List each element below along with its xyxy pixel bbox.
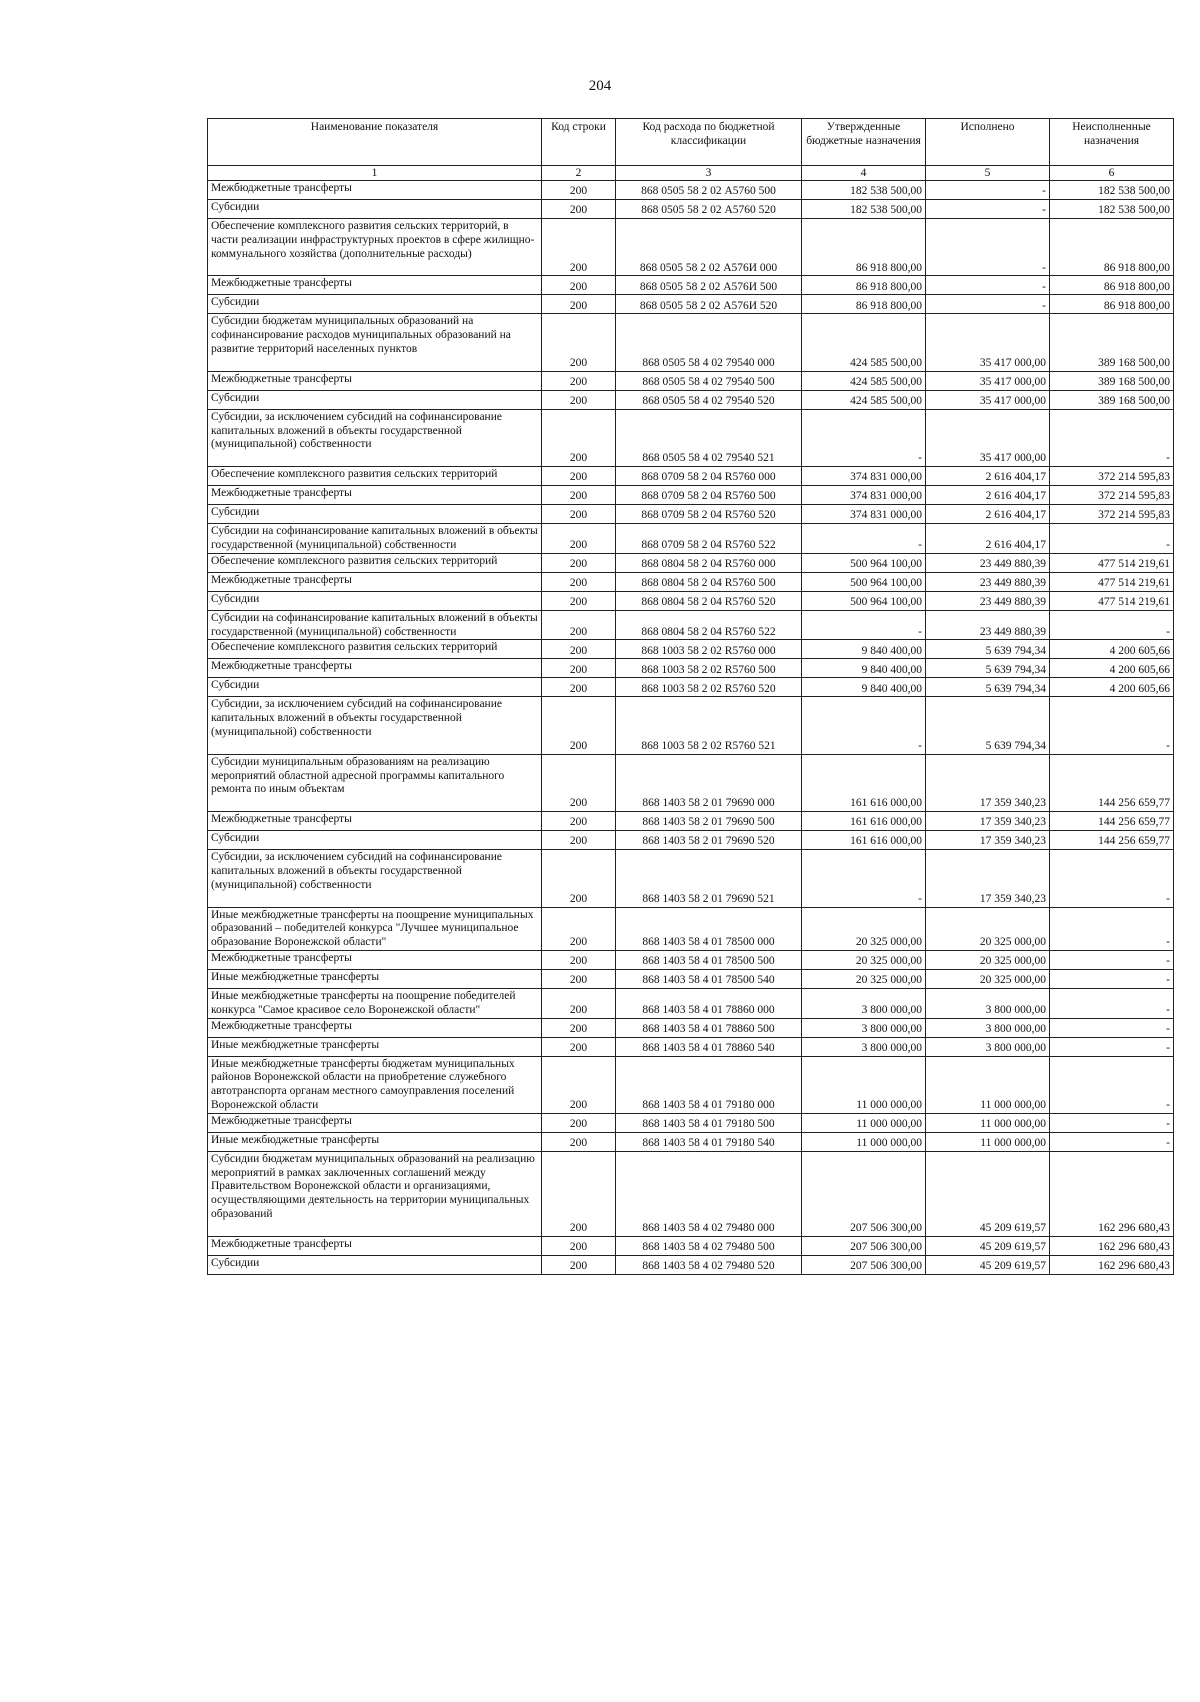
row-line-code: 200 [542,572,616,591]
row-classification-code: 868 0804 58 2 04 R5760 000 [616,553,802,572]
table-row [208,754,1174,811]
row-approved-amount: - [802,409,926,466]
row-approved-amount: 182 538 500,00 [802,181,926,200]
row-name: Субсидии на софинансирование капитальных вложений в объекты государственной (муниципальной) собственности [208,610,542,640]
row-name: Межбюджетные трансферты [208,371,542,390]
row-approved-amount: 86 918 800,00 [802,276,926,295]
row-classification-code: 868 1403 58 4 01 78500 500 [616,950,802,969]
column-number: 1 [208,166,542,181]
table-row [208,467,1174,486]
row-executed-amount: - [926,181,1050,200]
row-line-code: 200 [542,219,616,276]
row-approved-amount: 20 325 000,00 [802,950,926,969]
row-unexecuted-amount: - [1050,1132,1174,1151]
row-line-code: 200 [542,831,616,850]
row-name: Межбюджетные трансферты [208,659,542,678]
row-executed-amount: 3 800 000,00 [926,988,1050,1018]
table-row [208,610,1174,640]
row-classification-code: 868 1403 58 4 01 79180 500 [616,1113,802,1132]
row-unexecuted-amount: 4 200 605,66 [1050,640,1174,659]
row-executed-amount: 45 209 619,57 [926,1255,1050,1274]
row-line-code: 200 [542,950,616,969]
row-unexecuted-amount: - [1050,610,1174,640]
row-executed-amount: - [926,295,1050,314]
row-classification-code: 868 1403 58 4 02 79480 000 [616,1151,802,1236]
row-name: Обеспечение комплексного развития сельских территорий [208,640,542,659]
row-unexecuted-amount: - [1050,950,1174,969]
row-unexecuted-amount: - [1050,1018,1174,1037]
row-line-code: 200 [542,969,616,988]
row-unexecuted-amount: - [1050,907,1174,950]
row-unexecuted-amount: - [1050,409,1174,466]
table-row [208,390,1174,409]
row-approved-amount: 207 506 300,00 [802,1236,926,1255]
row-line-code: 200 [542,1151,616,1236]
header-line-code: Код строки [542,119,616,166]
row-classification-code: 868 0505 58 2 02 А576И 500 [616,276,802,295]
row-executed-amount: 45 209 619,57 [926,1151,1050,1236]
row-name: Субсидии, за исключением субсидий на софинансирование капитальных вложений в объекты государственной (муниципальной) собственности [208,697,542,754]
column-number: 2 [542,166,616,181]
row-classification-code: 868 1403 58 2 01 79690 521 [616,850,802,907]
row-approved-amount: - [802,850,926,907]
table-row [208,697,1174,754]
row-executed-amount: 35 417 000,00 [926,314,1050,371]
row-line-code: 200 [542,1113,616,1132]
row-executed-amount: 35 417 000,00 [926,409,1050,466]
row-classification-code: 868 0505 58 2 02 А5760 500 [616,181,802,200]
row-classification-code: 868 0709 58 2 04 R5760 520 [616,505,802,524]
row-unexecuted-amount: 477 514 219,61 [1050,572,1174,591]
row-name: Межбюджетные трансферты [208,1018,542,1037]
row-unexecuted-amount: - [1050,1056,1174,1113]
row-unexecuted-amount: 182 538 500,00 [1050,200,1174,219]
row-unexecuted-amount: - [1050,1113,1174,1132]
row-classification-code: 868 0505 58 2 02 А576И 000 [616,219,802,276]
table-row [208,1236,1174,1255]
column-number: 5 [926,166,1050,181]
row-approved-amount: 500 964 100,00 [802,553,926,572]
row-approved-amount: 374 831 000,00 [802,467,926,486]
table-row [208,659,1174,678]
row-name: Субсидии [208,831,542,850]
row-line-code: 200 [542,1018,616,1037]
row-approved-amount: 11 000 000,00 [802,1132,926,1151]
table-row [208,295,1174,314]
row-name: Иные межбюджетные трансферты [208,1132,542,1151]
row-executed-amount: 11 000 000,00 [926,1113,1050,1132]
row-approved-amount: - [802,524,926,554]
table-row [208,1113,1174,1132]
row-approved-amount: - [802,610,926,640]
row-line-code: 200 [542,591,616,610]
column-numbers-row [208,166,1174,181]
row-name: Субсидии [208,200,542,219]
row-approved-amount: 424 585 500,00 [802,390,926,409]
row-line-code: 200 [542,1132,616,1151]
table-row [208,409,1174,466]
row-line-code: 200 [542,907,616,950]
row-classification-code: 868 1403 58 4 02 79480 500 [616,1236,802,1255]
row-name: Иные межбюджетные трансферты на поощрение муниципальных образований – победителей конкурса "Лучшее муниципальное образование Воронежской области" [208,907,542,950]
table-row [208,572,1174,591]
row-name: Обеспечение комплексного развития сельских территорий [208,553,542,572]
row-unexecuted-amount: 4 200 605,66 [1050,659,1174,678]
row-approved-amount: 9 840 400,00 [802,659,926,678]
row-unexecuted-amount: 4 200 605,66 [1050,678,1174,697]
table-row [208,181,1174,200]
row-line-code: 200 [542,181,616,200]
row-name: Обеспечение комплексного развития сельских территорий [208,467,542,486]
table-row [208,640,1174,659]
row-approved-amount: 3 800 000,00 [802,1037,926,1056]
row-unexecuted-amount: 477 514 219,61 [1050,591,1174,610]
row-classification-code: 868 1403 58 4 01 78500 540 [616,969,802,988]
row-classification-code: 868 1403 58 2 01 79690 520 [616,831,802,850]
header-approved: Утвержденные бюджетные назначения [802,119,926,166]
row-name: Межбюджетные трансферты [208,276,542,295]
row-name: Субсидии [208,505,542,524]
row-executed-amount: 11 000 000,00 [926,1132,1050,1151]
row-line-code: 200 [542,1236,616,1255]
row-executed-amount: - [926,200,1050,219]
table-row [208,988,1174,1018]
row-classification-code: 868 0505 58 4 02 79540 521 [616,409,802,466]
row-classification-code: 868 0505 58 4 02 79540 500 [616,371,802,390]
row-classification-code: 868 1403 58 4 01 79180 000 [616,1056,802,1113]
row-unexecuted-amount: 372 214 595,83 [1050,505,1174,524]
header-indicator-name: Наименование показателя [208,119,542,166]
header-unexecuted: Неисполненные назначения [1050,119,1174,166]
row-executed-amount: 17 359 340,23 [926,850,1050,907]
row-executed-amount: 2 616 404,17 [926,524,1050,554]
row-unexecuted-amount: 144 256 659,77 [1050,754,1174,811]
column-number: 6 [1050,166,1174,181]
row-unexecuted-amount: - [1050,697,1174,754]
row-classification-code: 868 0709 58 2 04 R5760 500 [616,486,802,505]
row-executed-amount: 2 616 404,17 [926,467,1050,486]
budget-execution-table [207,118,1174,1275]
row-line-code: 200 [542,1056,616,1113]
row-classification-code: 868 0505 58 2 02 А5760 520 [616,200,802,219]
row-line-code: 200 [542,390,616,409]
table-row [208,678,1174,697]
row-line-code: 200 [542,295,616,314]
row-line-code: 200 [542,200,616,219]
row-line-code: 200 [542,371,616,390]
row-executed-amount: 45 209 619,57 [926,1236,1050,1255]
row-line-code: 200 [542,467,616,486]
table-row [208,200,1174,219]
row-approved-amount: 424 585 500,00 [802,314,926,371]
row-executed-amount: 17 359 340,23 [926,812,1050,831]
row-approved-amount: 207 506 300,00 [802,1255,926,1274]
table-row [208,219,1174,276]
table-row [208,276,1174,295]
row-executed-amount: 3 800 000,00 [926,1018,1050,1037]
table-row [208,553,1174,572]
row-approved-amount: 161 616 000,00 [802,754,926,811]
row-name: Иные межбюджетные трансферты на поощрение победителей конкурса "Самое красивое село Воронежской области" [208,988,542,1018]
row-name: Иные межбюджетные трансферты бюджетам муниципальных районов Воронежской области на приобретение служебного автотранспорта органам местного самоуправления поселений Воронежской области [208,1056,542,1113]
table-row [208,850,1174,907]
table-row [208,1255,1174,1274]
row-unexecuted-amount: 144 256 659,77 [1050,831,1174,850]
row-name: Субсидии [208,1255,542,1274]
row-executed-amount: 2 616 404,17 [926,486,1050,505]
page-number: 204 [588,78,612,94]
row-approved-amount: 86 918 800,00 [802,219,926,276]
row-approved-amount: 9 840 400,00 [802,678,926,697]
column-number: 4 [802,166,926,181]
row-classification-code: 868 1403 58 2 01 79690 000 [616,754,802,811]
row-classification-code: 868 0804 58 2 04 R5760 520 [616,591,802,610]
row-line-code: 200 [542,988,616,1018]
row-line-code: 200 [542,1037,616,1056]
row-executed-amount: 3 800 000,00 [926,1037,1050,1056]
row-name: Субсидии муниципальным образованиям на реализацию мероприятий областной адресной программы капитального ремонта по иным объектам [208,754,542,811]
table-row [208,1056,1174,1113]
row-executed-amount: 5 639 794,34 [926,640,1050,659]
table-row [208,950,1174,969]
row-approved-amount: 11 000 000,00 [802,1056,926,1113]
row-approved-amount: 3 800 000,00 [802,988,926,1018]
row-approved-amount: 374 831 000,00 [802,486,926,505]
row-name: Субсидии [208,295,542,314]
row-classification-code: 868 1003 58 2 02 R5760 520 [616,678,802,697]
row-line-code: 200 [542,850,616,907]
table-row [208,486,1174,505]
row-approved-amount: 500 964 100,00 [802,591,926,610]
row-unexecuted-amount: 477 514 219,61 [1050,553,1174,572]
row-unexecuted-amount: 182 538 500,00 [1050,181,1174,200]
row-unexecuted-amount: 162 296 680,43 [1050,1236,1174,1255]
table-row [208,524,1174,554]
row-approved-amount: 86 918 800,00 [802,295,926,314]
row-line-code: 200 [542,754,616,811]
row-line-code: 200 [542,1255,616,1274]
row-approved-amount: 3 800 000,00 [802,1018,926,1037]
row-line-code: 200 [542,276,616,295]
row-executed-amount: 5 639 794,34 [926,659,1050,678]
row-executed-amount: 17 359 340,23 [926,831,1050,850]
row-unexecuted-amount: 389 168 500,00 [1050,314,1174,371]
table-header [208,119,1174,181]
row-approved-amount: 374 831 000,00 [802,505,926,524]
table-row [208,371,1174,390]
header-executed: Исполнено [926,119,1050,166]
row-name: Субсидии [208,678,542,697]
row-classification-code: 868 1403 58 4 01 78860 500 [616,1018,802,1037]
row-classification-code: 868 0505 58 2 02 А576И 520 [616,295,802,314]
row-name: Межбюджетные трансферты [208,1113,542,1132]
row-approved-amount: 161 616 000,00 [802,831,926,850]
table-row [208,505,1174,524]
row-executed-amount: 23 449 880,39 [926,553,1050,572]
table-row [208,1151,1174,1236]
table-row [208,969,1174,988]
row-executed-amount: 11 000 000,00 [926,1056,1050,1113]
row-classification-code: 868 0505 58 4 02 79540 000 [616,314,802,371]
table-row [208,812,1174,831]
row-unexecuted-amount: - [1050,850,1174,907]
table-row [208,831,1174,850]
row-unexecuted-amount: 389 168 500,00 [1050,371,1174,390]
row-executed-amount: 17 359 340,23 [926,754,1050,811]
row-line-code: 200 [542,697,616,754]
row-unexecuted-amount: 162 296 680,43 [1050,1255,1174,1274]
row-unexecuted-amount: 86 918 800,00 [1050,219,1174,276]
row-executed-amount: 23 449 880,39 [926,610,1050,640]
row-approved-amount: 207 506 300,00 [802,1151,926,1236]
table-body [208,181,1174,1275]
row-name: Субсидии бюджетам муниципальных образований на софинансирование расходов муниципальных образований на развитие территорий населенных пунктов [208,314,542,371]
row-executed-amount: 20 325 000,00 [926,907,1050,950]
row-executed-amount: - [926,276,1050,295]
row-approved-amount: 11 000 000,00 [802,1113,926,1132]
row-unexecuted-amount: - [1050,988,1174,1018]
row-executed-amount: 5 639 794,34 [926,678,1050,697]
row-unexecuted-amount: 389 168 500,00 [1050,390,1174,409]
column-number: 3 [616,166,802,181]
row-classification-code: 868 1003 58 2 02 R5760 500 [616,659,802,678]
row-unexecuted-amount: 86 918 800,00 [1050,276,1174,295]
row-unexecuted-amount: 144 256 659,77 [1050,812,1174,831]
row-executed-amount: 20 325 000,00 [926,950,1050,969]
row-unexecuted-amount: - [1050,524,1174,554]
table-row [208,1132,1174,1151]
row-executed-amount: 23 449 880,39 [926,591,1050,610]
row-name: Межбюджетные трансферты [208,1236,542,1255]
row-classification-code: 868 0709 58 2 04 R5760 000 [616,467,802,486]
row-name: Субсидии [208,591,542,610]
row-name: Субсидии бюджетам муниципальных образований на реализацию мероприятий в рамках заключенных соглашений между Правительством Воронежской области и организациями, осуществляющими деятельность на территории муниципальных образований [208,1151,542,1236]
row-classification-code: 868 1003 58 2 02 R5760 521 [616,697,802,754]
row-unexecuted-amount: - [1050,1037,1174,1056]
row-classification-code: 868 1403 58 4 02 79480 520 [616,1255,802,1274]
row-unexecuted-amount: 372 214 595,83 [1050,486,1174,505]
row-classification-code: 868 1403 58 2 01 79690 500 [616,812,802,831]
row-executed-amount: 35 417 000,00 [926,390,1050,409]
row-executed-amount: 20 325 000,00 [926,969,1050,988]
row-name: Субсидии на софинансирование капитальных вложений в объекты государственной (муниципальной) собственности [208,524,542,554]
row-approved-amount: 20 325 000,00 [802,907,926,950]
row-name: Межбюджетные трансферты [208,812,542,831]
row-classification-code: 868 1403 58 4 01 78860 000 [616,988,802,1018]
row-name: Субсидии, за исключением субсидий на софинансирование капитальных вложений в объекты государственной (муниципальной) собственности [208,409,542,466]
row-line-code: 200 [542,314,616,371]
row-approved-amount: 500 964 100,00 [802,572,926,591]
row-name: Межбюджетные трансферты [208,486,542,505]
row-name: Межбюджетные трансферты [208,572,542,591]
row-line-code: 200 [542,486,616,505]
row-name: Межбюджетные трансферты [208,950,542,969]
row-executed-amount: 5 639 794,34 [926,697,1050,754]
table-row [208,1018,1174,1037]
row-classification-code: 868 1403 58 4 01 79180 540 [616,1132,802,1151]
row-line-code: 200 [542,640,616,659]
table-row [208,907,1174,950]
header-budget-classification: Код расхода по бюджетной классификации [616,119,802,166]
row-unexecuted-amount: 372 214 595,83 [1050,467,1174,486]
row-line-code: 200 [542,610,616,640]
row-executed-amount: 2 616 404,17 [926,505,1050,524]
row-name: Субсидии, за исключением субсидий на софинансирование капитальных вложений в объекты государственной (муниципальной) собственности [208,850,542,907]
row-name: Иные межбюджетные трансферты [208,1037,542,1056]
row-line-code: 200 [542,409,616,466]
row-unexecuted-amount: - [1050,969,1174,988]
row-classification-code: 868 1403 58 4 01 78500 000 [616,907,802,950]
row-executed-amount: 35 417 000,00 [926,371,1050,390]
row-line-code: 200 [542,505,616,524]
table-row [208,314,1174,371]
row-line-code: 200 [542,812,616,831]
row-classification-code: 868 0804 58 2 04 R5760 522 [616,610,802,640]
row-name: Межбюджетные трансферты [208,181,542,200]
row-classification-code: 868 1403 58 4 01 78860 540 [616,1037,802,1056]
row-approved-amount: 182 538 500,00 [802,200,926,219]
row-unexecuted-amount: 162 296 680,43 [1050,1151,1174,1236]
row-line-code: 200 [542,678,616,697]
row-name: Иные межбюджетные трансферты [208,969,542,988]
row-approved-amount: 424 585 500,00 [802,371,926,390]
row-classification-code: 868 1003 58 2 02 R5760 000 [616,640,802,659]
row-approved-amount: 9 840 400,00 [802,640,926,659]
row-line-code: 200 [542,659,616,678]
row-name: Обеспечение комплексного развития сельских территорий, в части реализации инфраструктурных проектов в сфере жилищно-коммунального хозяйства (дополнительные расходы) [208,219,542,276]
row-executed-amount: 23 449 880,39 [926,572,1050,591]
row-classification-code: 868 0804 58 2 04 R5760 500 [616,572,802,591]
row-classification-code: 868 0709 58 2 04 R5760 522 [616,524,802,554]
table-row [208,591,1174,610]
table-row [208,1037,1174,1056]
row-name: Субсидии [208,390,542,409]
row-approved-amount: 20 325 000,00 [802,969,926,988]
row-line-code: 200 [542,553,616,572]
row-executed-amount: - [926,219,1050,276]
row-unexecuted-amount: 86 918 800,00 [1050,295,1174,314]
row-approved-amount: - [802,697,926,754]
row-approved-amount: 161 616 000,00 [802,812,926,831]
row-classification-code: 868 0505 58 4 02 79540 520 [616,390,802,409]
row-line-code: 200 [542,524,616,554]
